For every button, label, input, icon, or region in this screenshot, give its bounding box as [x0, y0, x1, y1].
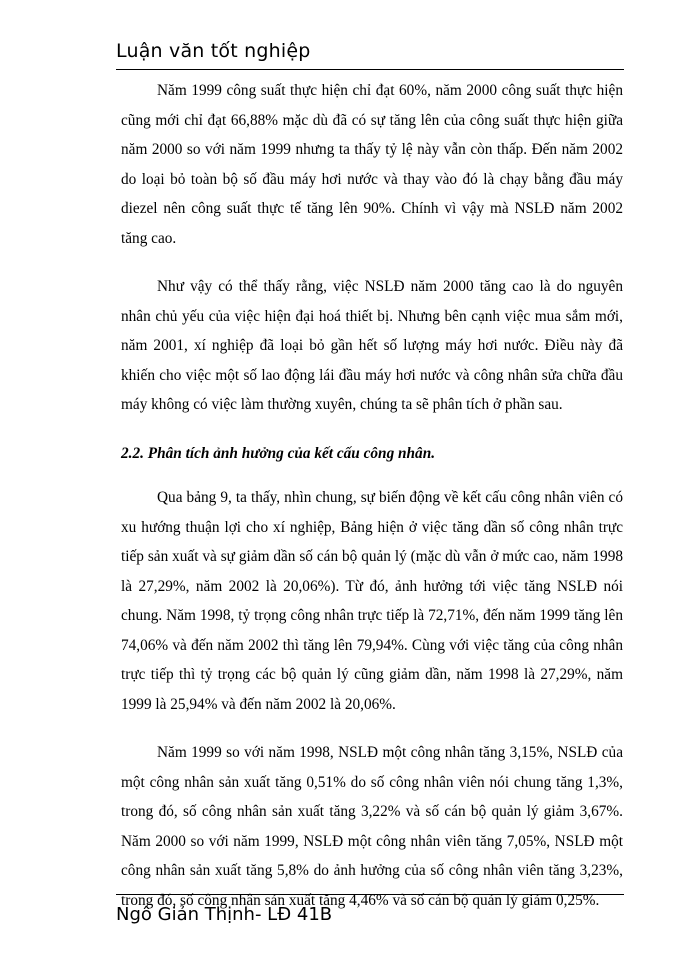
footer-divider: [116, 894, 624, 895]
header-divider: [116, 69, 624, 70]
page-footer-author: Ngô Giản Thịnh- LĐ 41B: [116, 904, 333, 925]
paragraph-productivity-growth: Năm 1999 so với năm 1998, NSLĐ một công nhân tăng 3,15%, NSLĐ của một công nhân sản xuất tăng 0,51% do số công nhân viên nói chung tăng 1,3%, trong đó, số công nhân sản xuất tăng 3,22% và số cán bộ quản lý giảm 3,67%. Năm 2000 so với năm 1999, NSLĐ một công nhân viên tăng 7,05%, NSLĐ một công nhân sản xuất tăng 5,8% do ảnh hưởng của số công nhân viên tăng 3,23%, trong đó, số công nhân sản xuất tăng 4,46% và số cán bộ quản lý giảm 0,25%.: [121, 744, 623, 909]
document-body: [121, 76, 623, 934]
paragraph-workforce-structure: Qua bảng 9, ta thấy, nhìn chung, sự biến động về kết cấu công nhân viên có xu hướng thuận lợi cho xí nghiệp, Bảng hiện ở việc tăng dần số công nhân trực tiếp sản xuất và sự giảm dần số cán bộ quản lý (mặc dù vẫn ở mức cao, năm 1998 là 27,29%, năm 2002 là 20,06%). Từ đó, ảnh hưởng tới việc tăng NSLĐ nói chung. Năm 1998, tỷ trọng công nhân trực tiếp là 72,71%, đến năm 1999 tăng lên 74,06% và đến năm 2002 thì tăng lên 79,94%. Cùng với việc tăng của công nhân trực tiếp thì tỷ trọng các bộ quản lý cũng giảm dần, năm 1998 là 27,29%, năm 1999 là 25,94% và đến năm 2002 là 20,06%.: [121, 489, 623, 713]
paragraph-modernization: Như vậy có thể thấy rằng, việc NSLĐ năm 2000 tăng cao là do nguyên nhân chủ yếu của việc hiện đại hoá thiết bị. Nhưng bên cạnh việc mua sắm mới, năm 2001, xí nghiệp đã loại bỏ gần hết số lượng máy hơi nước. Điều này đã khiến cho việc một số lao động lái đầu máy hơi nước và công nhân sửa chữa đầu máy không có việc làm thường xuyên, chúng ta sẽ phân tích ở phần sau.: [121, 278, 623, 413]
section-heading: 2.2. Phân tích ảnh hưởng của kết cấu công nhân.: [121, 444, 436, 462]
paragraph-capacity: Năm 1999 công suất thực hiện chỉ đạt 60%, năm 2000 công suất thực hiện cũng mới chỉ đạt 66,88% mặc dù đã có sự tăng lên của công suất thực hiện giữa năm 2000 so với năm 1999 nhưng ta thấy tỷ lệ này vẫn còn thấp. Đến năm 2002 do loại bỏ toàn bộ số đầu máy hơi nước và thay vào đó là chạy bằng đầu máy diezel nên công suất thực tế tăng lên 90%. Chính vì vậy mà NSLĐ năm 2002 tăng cao.: [121, 82, 623, 247]
page-header-title: Luận văn tốt nghiệp: [116, 40, 311, 62]
